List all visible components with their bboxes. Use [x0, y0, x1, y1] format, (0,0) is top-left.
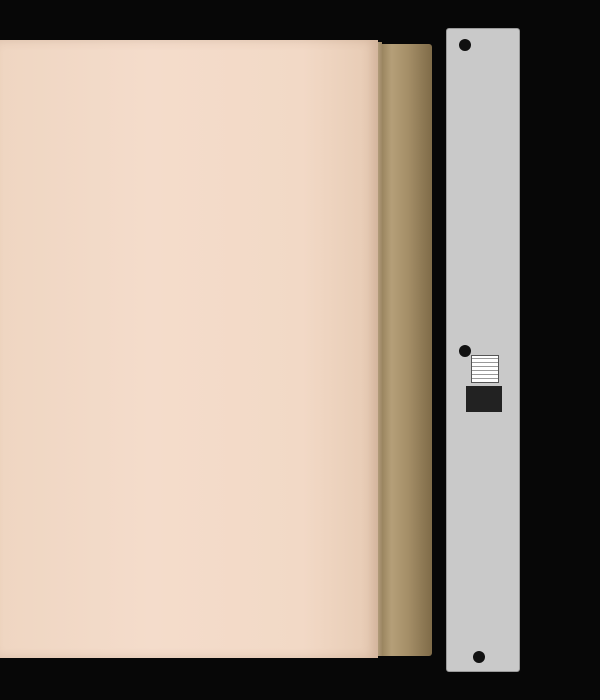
book — [0, 40, 432, 658]
color-calibration-target — [446, 28, 520, 672]
target-hole — [459, 39, 471, 51]
target-hole — [473, 651, 485, 663]
book-cover-board — [378, 44, 432, 656]
target-hole — [459, 345, 471, 357]
page-text — [44, 122, 321, 133]
resolution-mark — [471, 355, 499, 383]
gray-block — [466, 386, 502, 412]
book-page — [0, 40, 378, 658]
